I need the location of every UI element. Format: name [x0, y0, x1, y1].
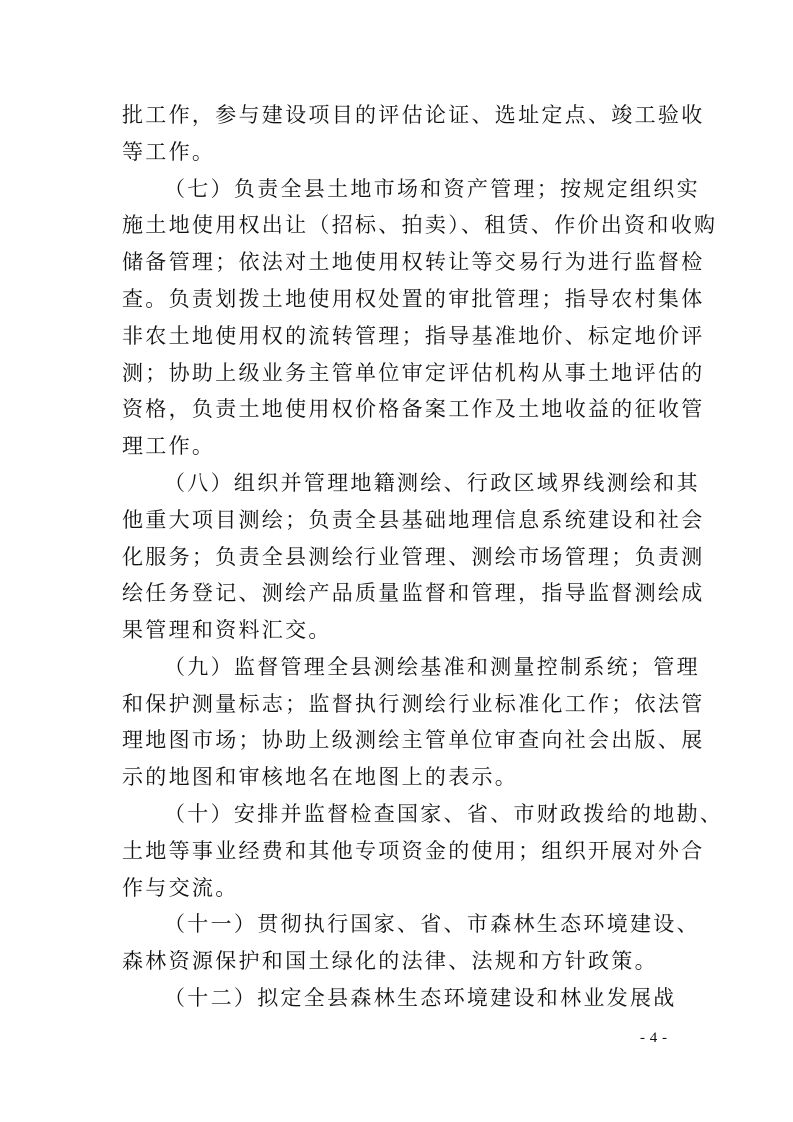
page-number: - 4 - [640, 1030, 668, 1046]
text-line: 测；协助上级业务主管单位审定评估机构从事土地评估的 [122, 361, 705, 385]
text-line: 绘任务登记、测绘产品质量监督和管理，指导监督测绘成 [122, 581, 705, 605]
text-line: 非农土地使用权的流转管理；指导基准地价、标定地价评 [122, 324, 705, 348]
text-line: 理工作。 [122, 434, 216, 458]
text-line: 化服务；负责全县测绘行业管理、测绘市场管理；负责测 [122, 545, 705, 569]
paragraph-start-line: （九）监督管理全县测绘基准和测量控制系统；管理 [164, 655, 700, 679]
text-line: 查。负责划拨土地使用权处置的审批管理；指导农村集体 [122, 287, 705, 311]
paragraph-start-line: （七）负责全县土地市场和资产管理；按规定组织实 [164, 177, 700, 201]
text-line: 批工作，参与建设项目的评估论证、选址定点、竣工验收 [122, 103, 705, 127]
text-line: 作与交流。 [122, 876, 239, 900]
text-line: 和保护测量标志；监督执行测绘行业标准化工作；依法管 [122, 692, 705, 716]
text-line: 资格，负责土地使用权价格备案工作及土地收益的征收管 [122, 397, 705, 421]
paragraph-start-line: （十二）拟定全县森林生态环境建设和林业发展战 [164, 986, 677, 1010]
text-line: 等工作。 [122, 140, 216, 164]
text-line: 果管理和资料汇交。 [122, 618, 332, 642]
text-line: 施土地使用权出让（招标、拍卖）、租赁、作价出资和收购 [122, 213, 718, 237]
text-line: 储备管理；依法对土地使用权转让等交易行为进行监督检 [122, 250, 705, 274]
paragraph-start-line: （八）组织并管理地籍测绘、行政区域界线测绘和其 [164, 471, 700, 495]
paragraph-start-line: （十一）贯彻执行国家、省、市森林生态环境建设、 [164, 912, 700, 936]
paragraph-start-line: （十）安排并监督检查国家、省、市财政拨给的地勘、 [164, 802, 724, 826]
text-line: 森林资源保护和国土绿化的法律、法规和方针政策。 [122, 949, 658, 973]
text-line: 土地等事业经费和其他专项资金的使用；组织开展对外合 [122, 839, 705, 863]
text-line: 理地图市场；协助上级测绘主管单位审查向社会出版、展 [122, 728, 705, 752]
text-line: 他重大项目测绘；负责全县基础地理信息系统建设和社会 [122, 508, 705, 532]
text-line: 示的地图和审核地名在地图上的表示。 [122, 765, 519, 789]
